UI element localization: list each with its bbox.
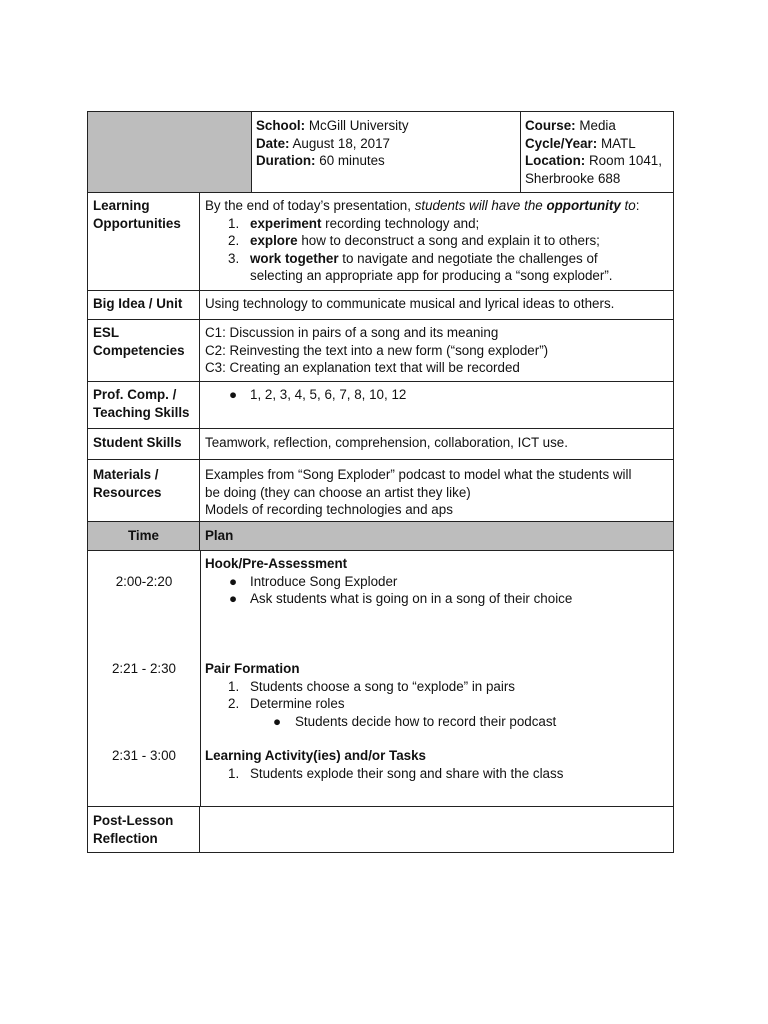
- learning-label: [88, 193, 200, 290]
- prof-comp-item: [205, 386, 668, 404]
- learning-item: [205, 232, 668, 250]
- learning-value: [200, 193, 673, 290]
- activity-title: Learning Activity(ies) and/or Tasks: [205, 748, 427, 763]
- school-label: School:: [256, 118, 306, 133]
- learning-row: [87, 193, 674, 291]
- plan-header-row: [87, 522, 674, 551]
- bullet-icon: ●: [229, 387, 238, 402]
- esl-line: C2: Reinvesting the text into a new form (“song exploder”): [205, 342, 549, 358]
- learning-intro-c: opportunity: [546, 198, 621, 213]
- big-idea-row: [87, 291, 674, 320]
- pair-subitem: [205, 713, 668, 731]
- esl-label-2: Competencies: [93, 342, 185, 358]
- location-label: Location:: [525, 153, 586, 168]
- course-value: Media: [579, 118, 616, 133]
- learning-item-keyword: experiment: [250, 215, 322, 231]
- activity-item-text: Students explode their song and share with the class: [250, 765, 564, 781]
- hook-item: [205, 590, 668, 608]
- hook-section: [205, 555, 668, 642]
- reflection-value: [200, 807, 673, 852]
- duration-label: Duration:: [256, 153, 316, 168]
- learning-item: [205, 250, 668, 268]
- header-gray-cell: [88, 112, 252, 192]
- bullet-icon: ●: [273, 713, 282, 729]
- date-value: August 18, 2017: [292, 135, 391, 151]
- header-row: [87, 111, 674, 193]
- activity-section: [205, 747, 668, 782]
- activity-item: [205, 765, 668, 783]
- esl-label: [88, 320, 200, 381]
- duration-value: 60 minutes: [319, 153, 385, 168]
- reflection-label-2: Reflection: [93, 830, 158, 846]
- student-skills-row: [87, 429, 674, 460]
- time-header: Time: [88, 522, 200, 550]
- hook-item: [205, 573, 668, 591]
- bullet-icon: ●: [229, 591, 238, 606]
- location-value-2: Sherbrooke 688: [525, 170, 621, 186]
- pair-item-text: Students choose a song to “explode” in pairs: [250, 678, 516, 694]
- student-skills-value: Teamwork, reflection, comprehension, collaboration, ICT use.: [205, 435, 568, 450]
- prof-comp-label-1: Prof. Comp. /: [93, 387, 177, 402]
- learning-label-2: Opportunities: [93, 215, 181, 231]
- bullet-icon: ●: [229, 573, 238, 589]
- learning-item-number: 3.: [228, 250, 240, 266]
- plan-column: [200, 551, 673, 806]
- pair-title: Pair Formation: [205, 661, 300, 676]
- location-value-1: Room 1041,: [589, 153, 662, 168]
- school-value: McGill University: [308, 118, 409, 133]
- pair-item: [205, 695, 668, 713]
- materials-value: [200, 460, 673, 521]
- prof-comp-text: 1, 2, 3, 4, 5, 6, 7, 8, 10, 12: [250, 387, 407, 402]
- learning-item-keyword: explore: [250, 233, 298, 248]
- prof-comp-label-2: Teaching Skills: [93, 404, 190, 420]
- hook-title: Hook/Pre-Assessment: [205, 556, 348, 571]
- activity-item-number: 1.: [228, 765, 240, 781]
- pair-section: [205, 660, 668, 747]
- lesson-plan-table: [87, 111, 674, 853]
- learning-intro-d: to: [620, 198, 636, 213]
- esl-value: [200, 320, 673, 381]
- learning-intro-b: students will have the: [414, 198, 547, 213]
- esl-line: C1: Discussion in pairs of a song and its meaning: [205, 325, 499, 340]
- date-label: Date:: [256, 135, 290, 151]
- learning-item-keyword: work together: [250, 250, 339, 266]
- learning-item-text: to navigate and negotiate the challenges of: [338, 250, 598, 266]
- materials-line: Examples from “Song Exploder” podcast to model what the students will: [205, 467, 632, 482]
- reflection-label: [88, 807, 200, 852]
- learning-item: [205, 215, 668, 233]
- cycle-value: MATL: [600, 135, 636, 151]
- learning-intro-a: By the end of today’s presentation,: [205, 198, 415, 213]
- plan-header: Plan: [205, 528, 234, 543]
- course-label: Course:: [525, 118, 576, 133]
- school-cell: [251, 112, 521, 192]
- reflection-row: [87, 807, 674, 853]
- pair-item-number: 1.: [228, 678, 240, 694]
- materials-line: be doing (they can choose an artist they like): [205, 484, 471, 500]
- hook-item-text: Introduce Song Exploder: [250, 573, 398, 589]
- learning-item-continued: selecting an appropriate app for producing a “song exploder”.: [250, 268, 613, 283]
- materials-label: [88, 460, 200, 521]
- prof-comp-row: [87, 382, 674, 429]
- course-cell: [521, 112, 673, 192]
- learning-intro-e: :: [635, 198, 640, 213]
- pair-item-text: Determine roles: [250, 696, 345, 711]
- materials-label-1: Materials /: [93, 467, 159, 482]
- learning-item-text: recording technology and;: [321, 215, 480, 231]
- prof-comp-value: [200, 382, 673, 428]
- big-idea-value: Using technology to communicate musical and lyrical ideas to others.: [205, 296, 615, 311]
- big-idea-label: Big Idea / Unit: [88, 291, 200, 319]
- time-column: [88, 551, 201, 806]
- hook-item-text: Ask students what is going on in a song of their choice: [250, 591, 573, 606]
- student-skills-label: Student Skills: [88, 429, 200, 459]
- plan-body-row: [87, 551, 674, 807]
- materials-label-2: Resources: [93, 484, 162, 500]
- learning-item-text: how to deconstruct a song and explain it to others;: [297, 233, 600, 248]
- time-slot-3: 2:31 - 3:00: [111, 748, 177, 763]
- learning-intro: [205, 197, 668, 215]
- materials-row: [87, 460, 674, 522]
- cycle-label: Cycle/Year:: [525, 135, 598, 151]
- prof-comp-label: [88, 382, 200, 428]
- reflection-label-1: Post-Lesson: [93, 813, 174, 828]
- esl-label-1: ESL: [93, 325, 120, 340]
- learning-item-number: 2.: [228, 233, 240, 248]
- time-slot-1: 2:00-2:20: [115, 574, 173, 589]
- esl-row: [87, 320, 674, 382]
- pair-item-number: 2.: [228, 696, 240, 711]
- pair-item: [205, 678, 668, 696]
- time-slot-2: 2:21 - 2:30: [111, 661, 177, 676]
- materials-line: Models of recording technologies and aps: [205, 502, 453, 517]
- pair-subitem-text: Students decide how to record their podcast: [295, 713, 557, 729]
- learning-label-1: Learning: [93, 198, 150, 213]
- learning-item-number: 1.: [228, 215, 240, 231]
- esl-line: C3: Creating an explanation text that will be recorded: [205, 360, 520, 375]
